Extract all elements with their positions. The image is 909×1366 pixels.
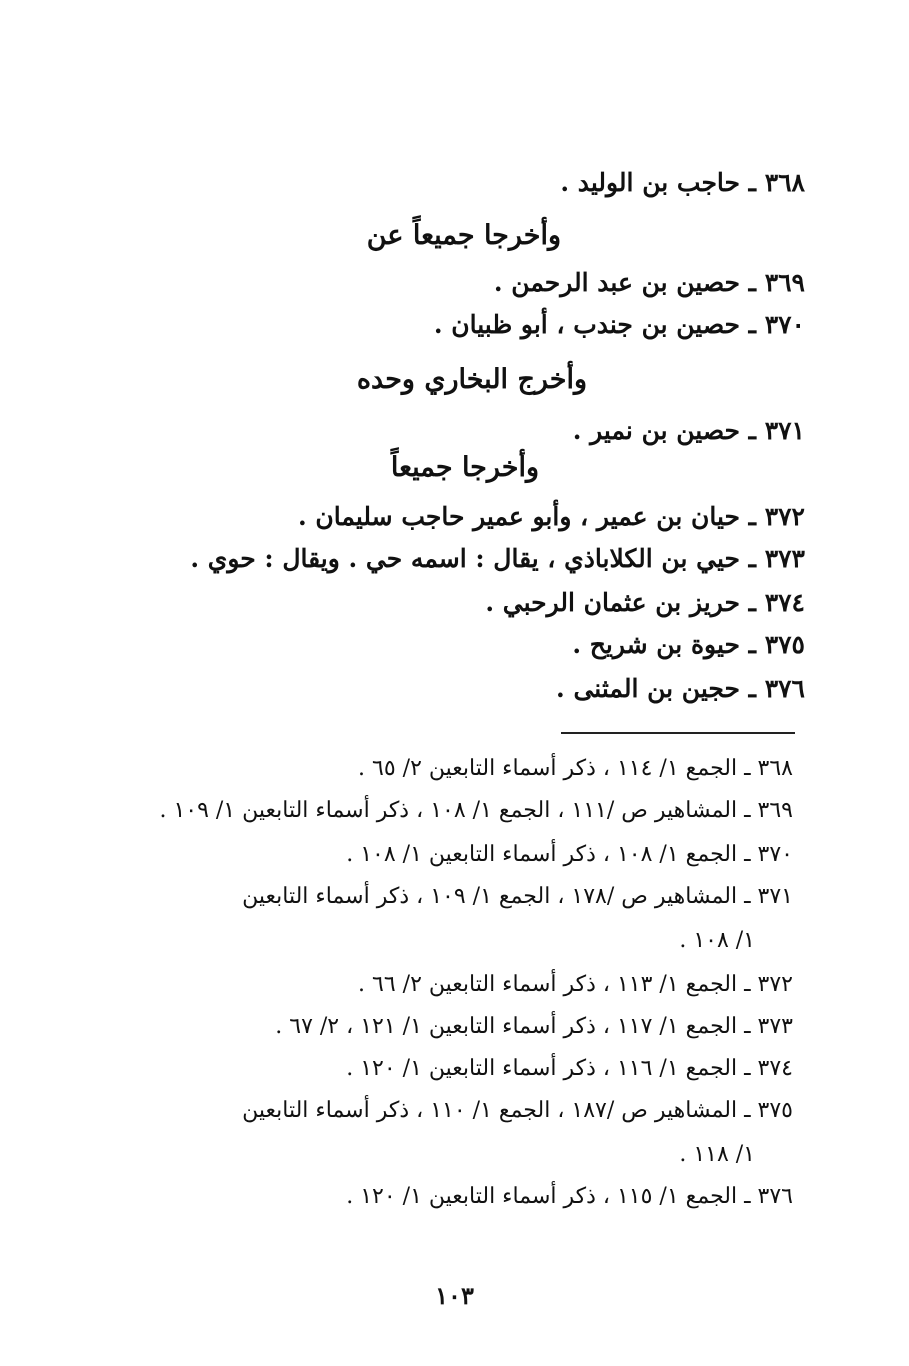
footnote-371-continuation: ١/ ١٠٨ . (679, 928, 755, 953)
entry-371: ٣٧١ ـ حصين بن نمير . (572, 416, 805, 445)
footnote-375: ٣٧٥ ـ المشاهير ص /١٨٧ ، الجمع ١/ ١١٠ ، ذكر أسماء التابعين (242, 1098, 793, 1123)
entry-368: ٣٦٨ ـ حاجب بن الوليد . (560, 168, 805, 197)
heading-bukhari-alone: وأخرج البخاري وحده (356, 364, 587, 395)
footnote-369: ٣٦٩ ـ المشاهير ص /١١١ ، الجمع ١/ ١٠٨ ، ذكر أسماء التابعين ١/ ١٠٩ . (159, 798, 793, 823)
footnote-374: ٣٧٤ ـ الجمع ١/ ١١٦ ، ذكر أسماء التابعين ١/ ١٢٠ . (346, 1056, 793, 1081)
entry-376: ٣٧٦ ـ حجين بن المثنى . (556, 674, 805, 703)
heading-both-from: وأخرجا جميعاً عن (366, 220, 561, 251)
heading-both: وأخرجا جميعاً (390, 452, 539, 483)
footnote-368: ٣٦٨ ـ الجمع ١/ ١١٤ ، ذكر أسماء التابعين ٢/ ٦٥ . (358, 756, 793, 781)
page-number: ١٠٣ (435, 1281, 474, 1310)
entry-370: ٣٧٠ ـ حصين بن جندب ، أبو ظبيان . (433, 310, 805, 339)
entry-374: ٣٧٤ ـ حريز بن عثمان الرحبي . (485, 588, 805, 617)
entry-369: ٣٦٩ ـ حصين بن عبد الرحمن . (493, 268, 805, 297)
entry-372: ٣٧٢ ـ حيان بن عمير ، وأبو عمير حاجب سليمان . (298, 502, 805, 531)
entry-375: ٣٧٥ ـ حيوة بن شريح . (572, 630, 805, 659)
footnote-370: ٣٧٠ ـ الجمع ١/ ١٠٨ ، ذكر أسماء التابعين ١/ ١٠٨ . (346, 842, 793, 867)
footnote-373: ٣٧٣ ـ الجمع ١/ ١١٧ ، ذكر أسماء التابعين ١/ ١٢١ ، ٢/ ٦٧ . (275, 1014, 793, 1039)
footnote-371: ٣٧١ ـ المشاهير ص /١٧٨ ، الجمع ١/ ١٠٩ ، ذكر أسماء التابعين (242, 884, 793, 909)
footnote-376: ٣٧٦ ـ الجمع ١/ ١١٥ ، ذكر أسماء التابعين ١/ ١٢٠ . (346, 1184, 793, 1209)
entry-373: ٣٧٣ ـ حيي بن الكلاباذي ، يقال : اسمه حي . ويقال : حوي . (190, 544, 805, 573)
footnote-372: ٣٧٢ ـ الجمع ١/ ١١٣ ، ذكر أسماء التابعين ٢/ ٦٦ . (358, 972, 793, 997)
footnote-divider (561, 732, 795, 734)
footnote-375-continuation: ١/ ١١٨ . (679, 1142, 755, 1167)
